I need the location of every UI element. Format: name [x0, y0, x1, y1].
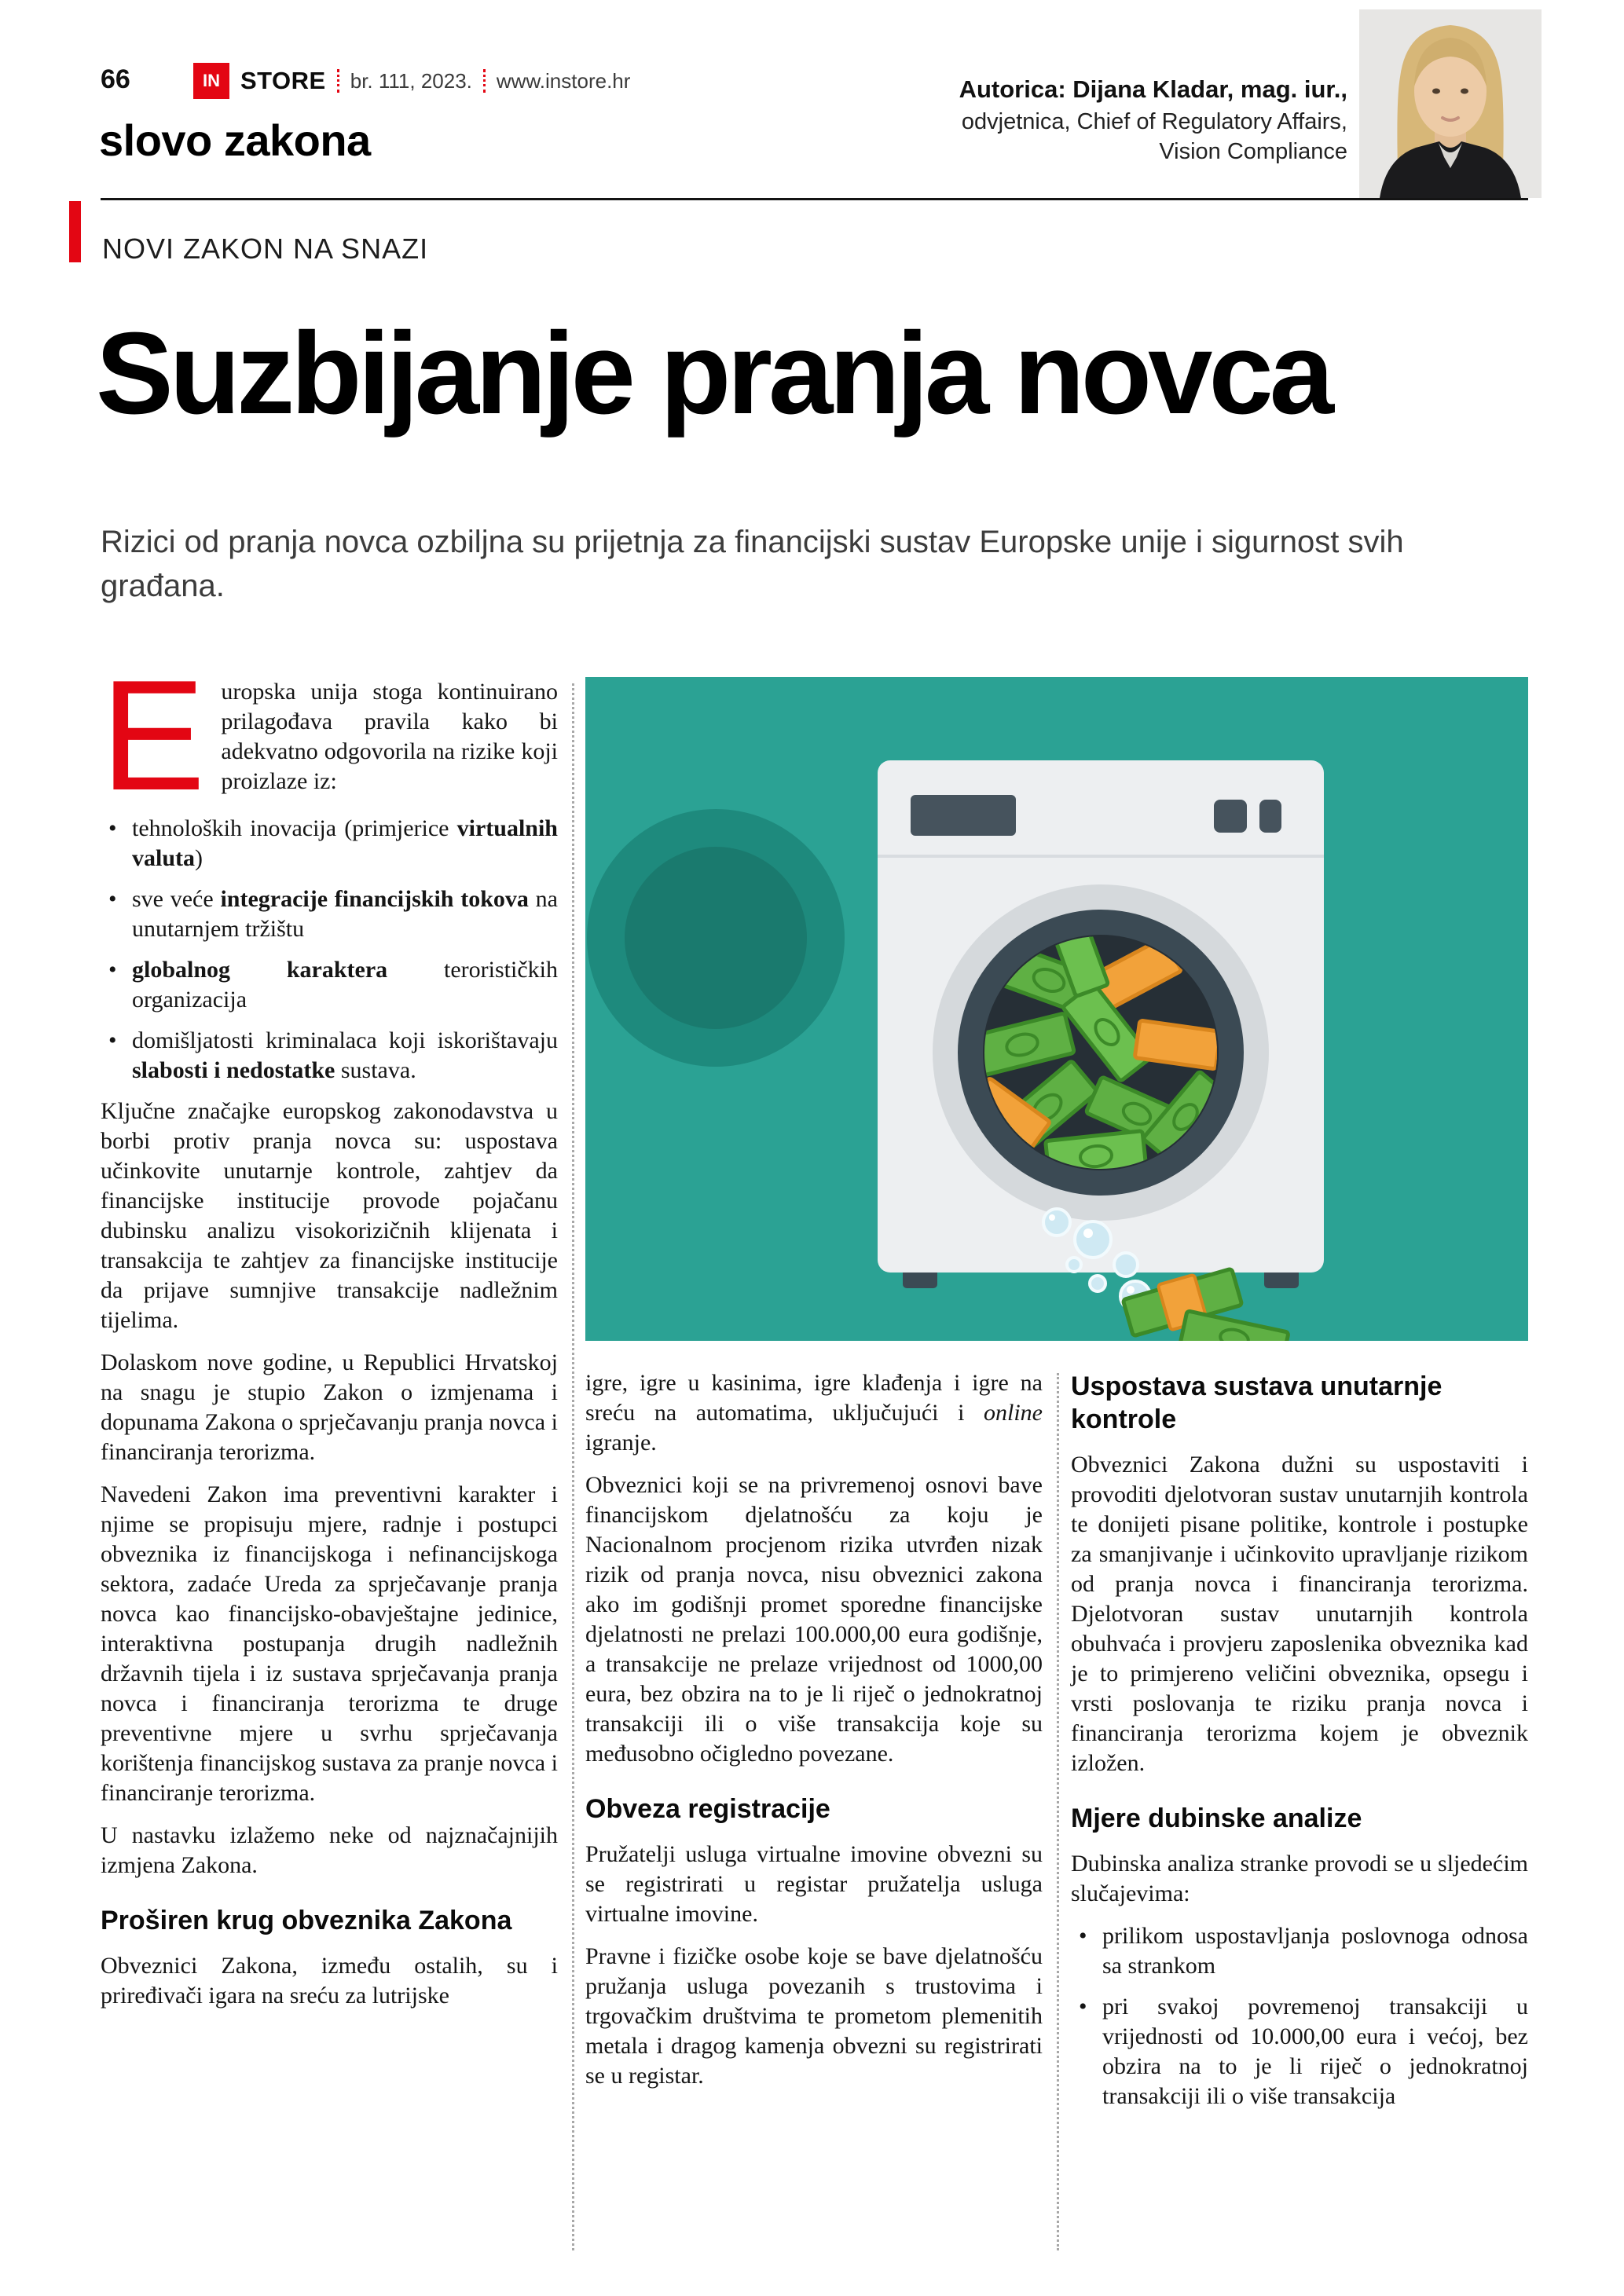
text-segment-bold: globalnog karaktera — [132, 957, 388, 983]
logo-separator — [483, 69, 486, 93]
issue-number: br. 111, 2023. — [350, 68, 472, 93]
instore-logo-in: IN — [203, 71, 220, 90]
paragraph: uropska unija stoga kontinuirano prilagođava pravila kako bi adekvatno odgovorila na rizike koji proizlaze iz: — [221, 679, 558, 794]
text-segment-bold: virtualnih valuta — [132, 815, 558, 871]
paragraph: Dolaskom nove godine, u Republici Hrvatskoj na snagu je stupio Zakon o izmjenama i dopunama Zakona o sprječavanju pranja novca i financiranja terorizma. — [101, 1349, 558, 1465]
page-number: 66 — [101, 64, 130, 94]
open-door-circle — [587, 809, 845, 1067]
text-segment: igre, igre u kasinima, igre klađenja i igre na sreću na automatima, uključujući i — [585, 1370, 1043, 1426]
intro-block — [101, 648, 558, 823]
section-title: slovo zakona — [99, 115, 371, 165]
text-segment: sve veće — [132, 886, 221, 912]
paragraph — [585, 1368, 1043, 1458]
washing-machine-illustration — [585, 677, 1528, 1341]
bullet-item — [101, 955, 558, 1015]
text-segment-bold: integracije financijskih tokova — [220, 886, 529, 912]
instore-logo — [193, 63, 630, 99]
bullet-item: • pri svakoj povremenoj transakciji u vrijednosti od 10.000,00 eura i većoj, bez obzira na to je li riječ o jednokratnoj transakciji ili o više transakcija — [1071, 1992, 1528, 2111]
website-url[interactable]: www.instore.hr — [496, 68, 631, 93]
text-segment: ) — [195, 845, 203, 871]
paragraph: Pružatelji usluga virtualne imovine obvezni su se registrirati u registar pružatelja usluga virtualne imovine. — [585, 1841, 1043, 1927]
bullet-item — [101, 1026, 558, 1086]
author-role: odvjetnica, Chief of Regulatory Affairs, — [961, 109, 1347, 134]
author-company: Vision Compliance — [1159, 139, 1347, 164]
author-block — [959, 75, 1347, 169]
text-segment: domišljatosti kriminalaca koji iskorištavaju — [132, 1027, 558, 1053]
bullet-list — [1071, 1921, 1528, 2111]
column-2 — [585, 1368, 1043, 2104]
instore-logo-text: STORE — [240, 67, 326, 94]
bullet-item: • prilikom uspostavljanja poslovnoga odnosa sa strankom — [1071, 1921, 1528, 1981]
header-divider — [101, 198, 1528, 200]
subheading: Mjere dubinske analize — [1071, 1803, 1362, 1833]
paragraph: U nastavku izlažemo neke od najznačajnijih izmjena Zakona. — [101, 1822, 558, 1878]
kicker-accent-bar — [69, 201, 81, 262]
text-segment-bold: slabosti i nedostatke — [132, 1057, 335, 1083]
paragraph: Pravne i fizičke osobe koje se bave djelatnošću pružanja usluga povezanih s trustovima i trgovačkim društvima te prometom plemenitih metala i dragog kamenja obvezni su registrirati se u registar. — [585, 1943, 1043, 2089]
paragraph: Obveznici Zakona dužni su uspostaviti i provoditi djelotvoran sustav unutarnjih kontrola te donijeti pisane politike, kontrole i postupke za smanjivanje i učinkovito upravljanje rizikom od pranja novca i financiranja terorizma. Djelotvoran sustav unutarnjih kontrola obuhvaća i provjeru zaposlenika obveznika kad je to primjereno veličini obveznika, opsegu i vrsti poslovanja te riziku pranja novca i financiranja terorizma kojem je obveznik izložen. — [1071, 1452, 1528, 1776]
paragraph: Ključne značajke europskog zakonodavstva u borbi protiv pranja novca su: uspostava učinkovite unutarnje kontrole, zahtjev da financijske institucije provode pojačanu dubinsku analizu visokorizičnih klijenata i transakcija te zahtjev za financijske institucije da prijave sumnjive transakcije nadležnim tijelima. — [101, 1098, 558, 1333]
text-segment: na unutarnjem tržištu — [132, 886, 558, 942]
subheading: Obveza registracije — [585, 1794, 830, 1824]
paragraph: Obveznici koji se na privremenoj osnovi bave financijskom djelatnošću za koju je Nacionalnom procjenom rizika utvrđen nizak rizik od pranja novca, nisu obveznici zakona ako im godišnji promet sporedne financijske djelatnosti ne prelazi 100.000,00 eura godišnje, a transakcije ne prelaze vrijednost od 1000,00 eura, bez obzira na to je li riječ o jednokratnoj transakciji ili o više transakcija koje su međusobno očigledno povezane. — [585, 1472, 1043, 1767]
drop-cap: E — [101, 648, 206, 823]
author-photo — [1359, 9, 1542, 198]
instore-logo-mark — [193, 63, 229, 99]
paragraph: Obveznici Zakona, između ostalih, su i priređivači igara na sreću za lutrijske — [101, 1953, 558, 2009]
logo-separator — [337, 69, 339, 93]
author-name: Autorica: Dijana Kladar, mag. iur., — [959, 75, 1347, 103]
column-1 — [101, 648, 558, 2023]
column-3 — [1071, 1368, 1528, 2122]
text-segment: terorističkih organizacija — [132, 957, 558, 1013]
column-divider — [1057, 1373, 1059, 2250]
bullet-item — [101, 884, 558, 944]
subheading: Proširen krug obveznika Zakona — [101, 1906, 512, 1935]
text-segment: tehnoloških inovacija (primjerice — [132, 815, 457, 841]
bullet-item — [101, 814, 558, 873]
paragraph: Dubinska analiza stranke provodi se u sljedećim slučajevima: — [1071, 1851, 1528, 1906]
subheading: Uspostava sustava unutarnje kontrole — [1071, 1371, 1443, 1434]
article-headline: Suzbijanje pranja novca — [96, 309, 1331, 438]
text-segment-italic: online — [984, 1400, 1043, 1426]
kicker: NOVI ZAKON NA SNAZI — [102, 233, 429, 265]
article-lede: Rizici od pranja novca ozbiljna su prijetnja za financijski sustav Europske unije i sigurnost svih građana. — [101, 525, 1404, 603]
paragraph: Navedeni Zakon ima preventivni karakter i njime se propisuju mjere, radnje i postupci obveznika iz financijskoga i nefinancijskoga sektora, zadaće Ureda za sprječavanje pranja novca kao financijsko-obavještajne jedinice, interaktivna postupanja drugih nadležnih državnih tijela i iz sustava sprječavanja pranja novca i financiranja terorizma te druge preventivne mjere u svrhu sprječavanja korištenja financijskog sustava za pranje novca i financiranje terorizma. — [101, 1481, 558, 1806]
bullet-list — [101, 814, 558, 1086]
column-divider — [572, 683, 574, 2250]
text-segment: sustava. — [335, 1057, 416, 1083]
text-segment: igranje. — [585, 1430, 657, 1456]
